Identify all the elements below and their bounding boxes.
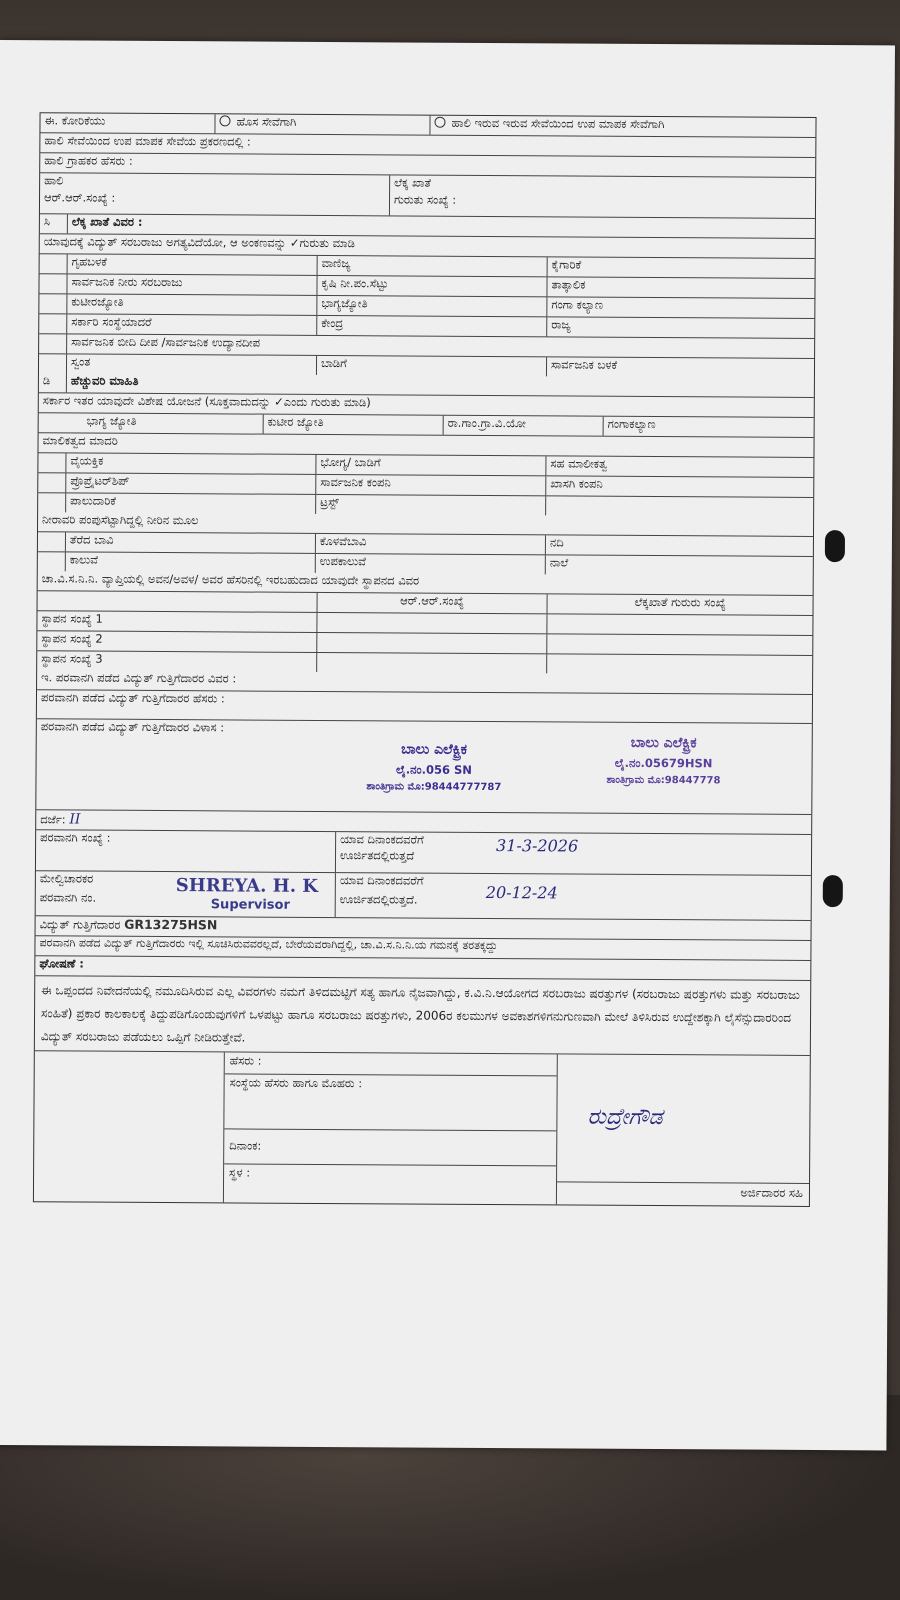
section-title: ಲೆಕ್ಕ ಖಾತೆ ವಿವರ :: [71, 214, 143, 229]
ownership-option[interactable]: ಭೋಗ್ಯ/ ಬಾಡಿಗೆ: [316, 455, 546, 475]
installation-row-label: ಸ್ಥಾಪನ ಸಂಖ್ಯೆ 3: [37, 651, 317, 672]
supply-type-grid: [39, 254, 815, 378]
ownership-option[interactable]: ವೈಯಕ್ತಿಕ: [66, 453, 316, 474]
tick-icon: ✓: [274, 394, 284, 409]
signature-blank: [34, 1052, 225, 1203]
account-number-field[interactable]: [547, 654, 812, 675]
sign-place-field[interactable]: ಸ್ಥಳ :: [229, 1165, 251, 1180]
supply-option[interactable]: ಕುಟೀರಜ್ಯೋತಿ: [67, 294, 317, 315]
install-head: [38, 591, 318, 612]
account-number-field[interactable]: [547, 614, 812, 635]
applicant-signature: ರುದ್ರೇಗೌಡ: [587, 1104, 663, 1131]
water-option[interactable]: ಕೊಳವೆಬಾವಿ: [316, 534, 546, 554]
scheme-option[interactable]: ಭಾಗ್ಯ ಜ್ಯೋತಿ: [39, 413, 264, 433]
supply-option[interactable]: ಸಾರ್ವಜನಿಕ ನೀರು ಸರಬರಾಜು: [67, 274, 317, 295]
account-number-field[interactable]: [547, 634, 812, 655]
license-row: [36, 830, 811, 876]
rr-number-field[interactable]: [317, 653, 547, 673]
stamp-name: ಬಾಲು ಎಲೆಕ್ಟ್ರಿಕ: [630, 734, 697, 752]
supervisor-row: [36, 871, 811, 921]
scheme-option[interactable]: ಗಂಗಾಕಲ್ಯಾಣ: [607, 416, 656, 432]
signature-area[interactable]: [557, 1055, 810, 1185]
label-rr-number: ಆರ್.ಆರ್.ಸಂಖ್ಯೆ :: [43, 190, 116, 205]
supply-instruction: ಯಾವುದಕ್ಕೆ ವಿದ್ಯುತ್ ಸರಬರಾಜು ಅಗತ್ಯವಿದೆಯೋ, ಆ ಅಂಕಣವನ್ನು ✓ಗುರುತು ಮಾಡಿ: [43, 234, 355, 251]
supply-option[interactable]: ಸರ್ಕಾರಿ ಸಂಸ್ಥೆಯಾದರೆ: [67, 314, 317, 335]
grade-value: II: [69, 811, 81, 828]
license-number-label: ಪರವಾನಗಿ ಸಂಖ್ಯೆ :: [36, 830, 336, 872]
validity-label: ಊರ್ಜಿತದಲ್ಲಿರುತ್ತದೆ.: [339, 892, 418, 907]
ownership-grid: [38, 453, 813, 517]
installation-row-label: ಸ್ಥಾಪನ ಸಂಖ್ಯೆ 1: [37, 611, 317, 632]
supply-option[interactable]: ತಾತ್ಕಾಲಿಕ: [551, 277, 586, 292]
radio-icon[interactable]: [434, 117, 445, 128]
radio-icon[interactable]: [219, 115, 230, 126]
declaration-title: ಘೋಷಣೆ :: [39, 956, 84, 971]
supervisor-stamp-name: SHREYA. H. K: [175, 875, 318, 897]
sub-meter-case: ಹಾಲಿ ಸೇವೆಯಿಂದ ಉಪ ಮಾಪಕ ಸೇವೆಯ ಪ್ರಕರಣದಲ್ಲಿ :: [44, 133, 251, 149]
contractor-stamp: [366, 739, 501, 795]
validity-label: ಯಾವ ದಿನಾಂಕದವರೆಗೆ: [340, 832, 424, 847]
supply-option[interactable]: ಸಾರ್ವಜನಿಕ ಬಳಕೆ: [550, 357, 618, 372]
contractor-stamp: [606, 733, 720, 789]
form-table: [33, 112, 817, 1207]
water-source-label: ನೀರಾವರಿ ಪಂಪುಸೆಟ್ಟಾಗಿದ್ದಲ್ಲಿ ನೀರಿನ ಮೂಲ: [42, 512, 199, 528]
existing-consumer-name: ಹಾಲಿ ಗ್ರಾಹಕರ ಹೆಸರು :: [44, 153, 133, 168]
installation-label: ಚಾ.ವಿ.ಸ.ನಿ.ನಿ. ವ್ಯಾಪ್ತಿಯಲ್ಲಿ ಅವನ/ಅವಳ/ ಅವರ ಹೆಸರಿನಲ್ಲಿ ಇರಬಹುದಾದ ಯಾವುದೇ ಸ್ಥಾಪನದ ವಿವರ: [41, 571, 420, 588]
supervisor-license-label: ಪರವಾನಗಿ ನಂ.: [39, 890, 97, 905]
install-head-account: ಲೆಕ್ಕಖಾತೆ ಗುರುರು ಸಂಖ್ಯೆ: [634, 594, 726, 610]
sign-org-field[interactable]: ಸಂಸ್ಥೆಯ ಹೆಸರು ಹಾಗೂ ಮೊಹರು :: [224, 1075, 556, 1132]
stamp-name: ಬಾಲು ಎಲೆಕ್ಟ್ರಿಕ: [401, 741, 468, 758]
declaration-text: ಈ ಒಪ್ಪಂದದ ನಿವೇದನೆಯಲ್ಲಿ ನಮೂದಿಸಿರುವ ಎಲ್ಲ ವಿವರಗಳು ನಮಗೆ ತಿಳಿದಮಟ್ಟಿಗೆ ಸತ್ಯ ಹಾಗೂ ನೈಜವಾಗಿದ್ದು, ಕ.ವಿ.ನಿ.ಆಯೋಗದ ಸರಬರಾಜು ಷರತ್ತುಗಳ (ಸರಬರಾಜು ಷರತ್ತುಗಳು ಮತ್ತು ಸರಬರಾಜು ಸಂಹಿತೆ) ಪ್ರಕಾರ ಕಾಲಕಾಲಕ್ಕೆ ತಿದ್ದುಪಡಿಗೊಂಡುವುಗಳಿಗೆ ಒಳಪಟ್ಟು ಹಾಗೂ ಸರಬರಾಜು ಷರತ್ತುಗಳು, 2006ರ ಕಲಮುಗಳ ಅವಕಾಶಗಳಿಗನುಗುಣವಾಗಿ ಮೇಲೆ ತಿಳಿಸಿರುವ ಉದ್ದೇಶಕ್ಕಾಗಿ ಲೈಸೆನ್ಸುದಾರರಿಂದ ವಿದ್ಯುತ್ ಸರಬರಾಜು ಪಡೆಯಲು ಒಪ್ಪಿಗೆ ನೀಡಿರುತ್ತೇವೆ.: [40, 983, 800, 1045]
ownership-label: ಮಾಲಿಕತ್ವದ ಮಾದರಿ: [42, 433, 118, 448]
scheme-instruction: ಸರ್ಕಾರ ಇತರ ಯಾವುದೇ ವಿಶೇಷ ಯೋಜನೆ (ಸೂಕ್ತವಾದುದನ್ನು ✓ಎಂದು ಗುರುತು ಮಾಡಿ): [42, 393, 371, 410]
supply-option[interactable]: ಸ್ವಂತ: [67, 354, 317, 375]
ownership-option[interactable]: ಖಾಸಗಿ ಕಂಪನಿ: [550, 476, 603, 491]
supply-option[interactable]: ವಾಣಿಜ್ಯ: [318, 256, 548, 276]
sign-name-field[interactable]: ಹೆಸರು :: [225, 1053, 557, 1077]
tick-icon: ✓: [289, 235, 300, 250]
punch-hole: [823, 875, 843, 907]
scheme-option[interactable]: ರಾ.ಗಾಂ.ಗ್ರಾ.ವಿ.ಯೋ: [444, 416, 604, 436]
water-option[interactable]: ನಾಲೆ: [549, 555, 569, 570]
contractor-address-label: ಪರವಾನಗಿ ಪಡೆದ ವಿದ್ಯುತ್ ಗುತ್ತಿಗೆದಾರರ ವಿಳಾಸ :: [40, 719, 225, 735]
supply-option[interactable]: ಸಾರ್ವಜನಿಕ ಬೀದಿ ದೀಪ /ಸಾರ್ವಜನಿಕ ಉದ್ಯಾನದೀಪ: [71, 334, 261, 350]
applicant-signature-label: ಅರ್ಜಿದಾರರ ಸಹಿ: [740, 1185, 804, 1201]
installation-grid: [37, 591, 812, 675]
supply-option[interactable]: ಕೈಗಾರಿಕೆ: [551, 257, 582, 272]
license-validity-date: 31-3-2026: [496, 836, 579, 856]
supply-option[interactable]: ಕೇಂದ್ರ: [317, 316, 547, 336]
contractor-note: ಪರವಾನಗಿ ಪಡೆದ ವಿದ್ಯುತ್ ಗುತ್ತಿಗೆದಾರರು ಇಲ್ಲಿ ಸೂಚಿಸಿರುವವರಲ್ಲದೆ, ಬೇರೆಯವರಾಗಿದ್ದಲ್ಲಿ, ಚಾ.ವಿ.ಸ.ನಿ.ನಿ.ಯ ಗಮನಕ್ಕೆ ತರತಕ್ಕದ್ದು: [39, 936, 498, 953]
request-label: ಈ. ಕೋರಿಕೆಯು: [40, 113, 215, 133]
water-option[interactable]: ತೆರೆದ ಬಾವಿ: [66, 532, 316, 553]
contractor-number-label: ವಿದ್ಯುತ್ ಗುತ್ತಿಗೆದಾರರ: [39, 917, 121, 932]
section-title: ಹೆಚ್ಚುವರಿ ಮಾಹಿತಿ: [70, 373, 139, 388]
validity-label: ಯಾವ ದಿನಾಂಕದವರೆಗೆ: [339, 873, 424, 888]
section-number: ಸಿ: [40, 214, 68, 233]
option-sub-meter[interactable]: ಹಾಲಿ ಇರುವ ಇರುವ ಸೇವೆಯಿಂದ ಉಪ ಮಾಪಕ ಸೇವೆಗಾಗಿ: [430, 116, 815, 137]
signature-block: [34, 1052, 810, 1207]
label-id-number: ಗುರುತು ಸಂಖ್ಯೆ :: [393, 192, 457, 208]
supply-option[interactable]: ಕೃಷಿ ನೀ.ಪಂ.ಸೆಟ್ಟು: [317, 276, 547, 296]
supply-option[interactable]: ಬಾಡಿಗೆ: [317, 356, 547, 376]
section-e: ಇ. ಪರವಾನಗಿ ಪಡೆದ ವಿದ್ಯುತ್ ಗುತ್ತಿಗೆದಾರರ ವಿವರ :: [41, 670, 237, 686]
section-number: ಡಿ: [39, 373, 67, 392]
supply-option[interactable]: ಭಾಗ್ಯಜ್ಯೋತಿ: [317, 296, 547, 316]
rr-number-field[interactable]: [317, 633, 547, 653]
installation-row-label: ಸ್ಥಾಪನ ಸಂಖ್ಯೆ 2: [37, 631, 317, 652]
water-option[interactable]: ಕಾಲುವೆ: [66, 552, 316, 573]
ownership-option[interactable]: ಸಹ ಮಾಲೀಕತ್ವ: [550, 456, 608, 471]
supply-option[interactable]: ಗೃಹಬಳಕೆ: [68, 254, 318, 275]
option-new-service[interactable]: ಹೊಸ ಸೇವೆಗಾಗಿ: [215, 114, 430, 134]
punch-hole: [825, 530, 845, 562]
contractor-name-label: ಪರವಾನಗಿ ಪಡೆದ ವಿದ್ಯುತ್ ಗುತ್ತಿಗೆದಾರರ ಹೆಸರು :: [40, 690, 225, 706]
label-existing: ಹಾಲಿ: [44, 173, 64, 188]
contractor-number-value: GR13275HSN: [124, 916, 218, 933]
rr-account-row: [40, 173, 815, 219]
stamp-license: ಲೈ.ನಂ.056 SN: [395, 762, 473, 777]
water-source-grid: [38, 532, 813, 576]
stamp-address: ಶಾಂತಿಗ್ರಾಮ ಮೊ:98444777787: [366, 780, 502, 793]
ownership-option[interactable]: ಟ್ರಸ್ಟ್: [316, 495, 546, 515]
water-option[interactable]: ಉಪಕಾಲುವೆ: [316, 554, 546, 574]
rr-number-field[interactable]: [317, 613, 547, 633]
grade-label: ದರ್ಜೆ:: [40, 812, 66, 827]
ownership-option[interactable]: ಪಾಲುದಾರಿಕೆ: [66, 493, 316, 514]
stamp-address: ಶಾಂತಿಗ್ರಾಮ ಮೊ:98447778: [606, 774, 721, 786]
supervisor-validity-date: 20-12-24: [485, 882, 558, 903]
ownership-option[interactable]: ಪ್ರೊಪ್ರೈಟರ್‌ಶಿಪ್: [66, 473, 316, 494]
supply-option[interactable]: ರಾಜ್ಯ: [551, 317, 571, 332]
sign-date-field[interactable]: ದಿನಾಂಕ:: [224, 1138, 556, 1167]
supply-option[interactable]: ಗಂಗಾ ಕಲ್ಯಾಣ: [551, 297, 604, 312]
install-head-rr: ಆರ್.ಆರ್.ಸಂಖ್ಯೆ: [318, 593, 548, 613]
water-option[interactable]: ನದಿ: [549, 535, 564, 550]
stamp-license: ಲೈ.ನಂ.05679HSN: [614, 755, 713, 771]
supervisor-label: ಮೇಲ್ವಿಚಾರಕರ: [39, 871, 94, 886]
validity-label: ಊರ್ಜಿತದಲ್ಲಿರುತ್ತದೆ: [339, 848, 415, 863]
scheme-option[interactable]: ಕುಟೀರ ಜ್ಯೋತಿ: [264, 415, 444, 435]
contractor-address-row: [36, 719, 812, 815]
ownership-option[interactable]: [546, 496, 813, 517]
label-account: ಲೆಕ್ಕ ಖಾತೆ: [394, 175, 432, 190]
supervisor-stamp-role: Supervisor: [210, 897, 290, 913]
application-form-sheet: [0, 40, 895, 1450]
ownership-option[interactable]: ಸಾರ್ವಜನಿಕ ಕಂಪನಿ: [316, 475, 546, 495]
